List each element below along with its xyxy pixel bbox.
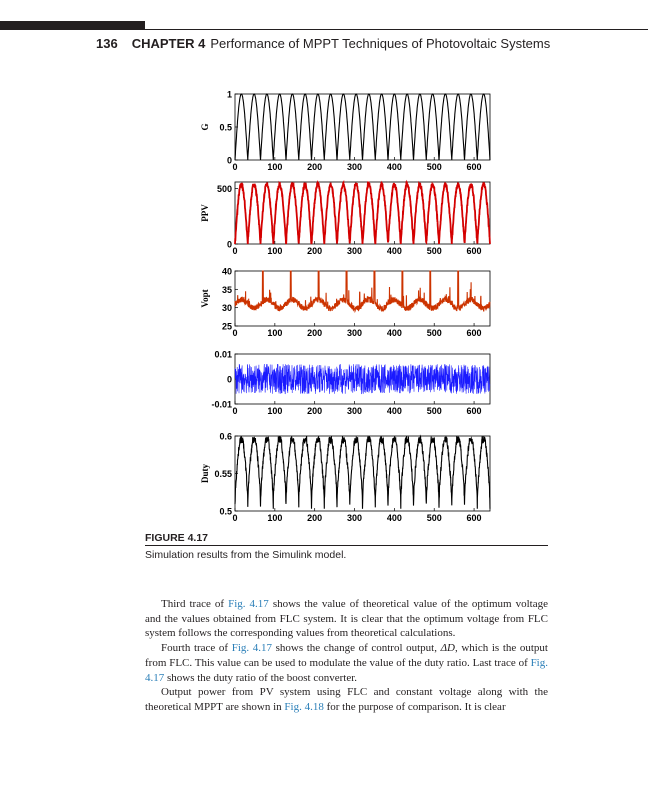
x-tick-label: 600 xyxy=(466,513,482,523)
x-tick-label: 400 xyxy=(386,513,402,523)
x-tick-label: 300 xyxy=(347,328,363,338)
plot-frame xyxy=(235,271,490,326)
x-tick-label: 200 xyxy=(307,328,323,338)
x-tick-label: 400 xyxy=(386,328,402,338)
series-line xyxy=(235,182,490,244)
y-tick-label: 0 xyxy=(226,374,232,385)
x-tick-label: 100 xyxy=(267,246,283,256)
x-tick-label: 0 xyxy=(232,162,238,172)
series-line xyxy=(235,94,490,160)
x-tick-label: 100 xyxy=(267,406,283,416)
simulation-plots xyxy=(145,80,545,535)
paragraph: Output power from PV system using FLC and constant voltage along with the theoretical MPPT are shown in Fig. 4.18 for the purpose of comparison. It is clear xyxy=(145,686,548,713)
series-line xyxy=(235,364,490,394)
y-tick-label: 0.5 xyxy=(219,506,232,517)
figure-caption: Simulation results from the Simulink model. xyxy=(145,549,347,561)
x-tick-label: 200 xyxy=(307,513,323,523)
y-tick-label: 25 xyxy=(221,321,232,332)
y-tick-label: 0.5 xyxy=(219,122,232,133)
x-tick-label: 500 xyxy=(426,328,442,338)
figure-label: FIGURE 4.17 xyxy=(145,532,209,544)
x-tick-label: 100 xyxy=(267,328,283,338)
y-tick-label: 0.6 xyxy=(219,431,232,442)
y-tick-label: -0.01 xyxy=(211,399,232,410)
x-tick-label: 200 xyxy=(307,406,323,416)
paragraph: Fourth trace of Fig. 4.17 shows the change of control output, ΔD, which is the output from FLC. This value can be used to modulate the value of the duty ratio. Last trace of Fig. 4.17 shows the duty ratio of the boost converter. xyxy=(145,642,548,684)
x-tick-label: 200 xyxy=(307,246,323,256)
x-tick-label: 0 xyxy=(232,246,238,256)
x-tick-label: 100 xyxy=(267,513,283,523)
y-tick-label: 0 xyxy=(226,239,232,250)
header-bar xyxy=(0,21,145,30)
y-axis-label: Duty xyxy=(200,463,210,484)
running-header xyxy=(96,36,550,51)
x-tick-label: 600 xyxy=(466,246,482,256)
x-tick-label: 600 xyxy=(466,162,482,172)
figure-link[interactable]: Fig. 4.17 xyxy=(145,656,548,684)
x-tick-label: 300 xyxy=(347,513,363,523)
y-axis-label: Vopt xyxy=(200,289,210,308)
paragraph: Third trace of Fig. 4.17 shows the value of theoretical value of the optimum voltage and the values obtained from FLC system. It is clear that the optimum voltage from FLC system follows the corresponding values from theoretical calculations. xyxy=(145,598,549,640)
caption-rule xyxy=(145,545,548,546)
series-line xyxy=(235,436,490,509)
page-number: 136 xyxy=(96,36,118,51)
figure-link[interactable]: Fig. 4.18 xyxy=(284,700,324,713)
plot-frame xyxy=(235,94,490,160)
body-text xyxy=(145,597,548,715)
x-tick-label: 300 xyxy=(347,406,363,416)
figure-link[interactable]: Fig. 4.17 xyxy=(228,598,269,610)
x-tick-label: 0 xyxy=(232,328,238,338)
x-tick-label: 300 xyxy=(347,246,363,256)
y-tick-label: 1 xyxy=(226,89,232,100)
x-tick-label: 600 xyxy=(466,328,482,338)
y-axis-label: G xyxy=(200,123,210,131)
x-tick-label: 500 xyxy=(426,406,442,416)
y-tick-label: 0 xyxy=(226,155,232,166)
y-tick-label: 0.55 xyxy=(214,469,232,479)
y-tick-label: 30 xyxy=(221,303,232,314)
header-rule xyxy=(145,29,648,30)
x-tick-label: 400 xyxy=(386,406,402,416)
x-tick-label: 500 xyxy=(426,246,442,256)
figure-4-17 xyxy=(145,80,545,535)
x-tick-label: 500 xyxy=(426,513,442,523)
y-tick-label: 40 xyxy=(221,266,232,277)
y-tick-label: 500 xyxy=(216,184,232,195)
series-line xyxy=(235,271,490,311)
x-tick-label: 600 xyxy=(466,406,482,416)
x-tick-label: 0 xyxy=(232,406,238,416)
x-tick-label: 400 xyxy=(386,246,402,256)
figure-link[interactable]: Fig. 4.17 xyxy=(231,642,273,655)
x-tick-label: 100 xyxy=(267,162,283,172)
chapter-label: CHAPTER 4 xyxy=(131,36,206,51)
y-tick-label: 35 xyxy=(221,284,232,295)
y-tick-label: 0.01 xyxy=(214,349,232,360)
y-axis-label: PPV xyxy=(200,204,210,222)
chapter-title: Performance of MPPT Techniques of Photovoltaic Systems xyxy=(210,36,551,51)
x-tick-label: 500 xyxy=(426,162,442,172)
x-tick-label: 0 xyxy=(232,513,238,523)
x-tick-label: 200 xyxy=(307,162,323,172)
x-tick-label: 400 xyxy=(386,162,402,172)
x-tick-label: 300 xyxy=(347,162,363,172)
